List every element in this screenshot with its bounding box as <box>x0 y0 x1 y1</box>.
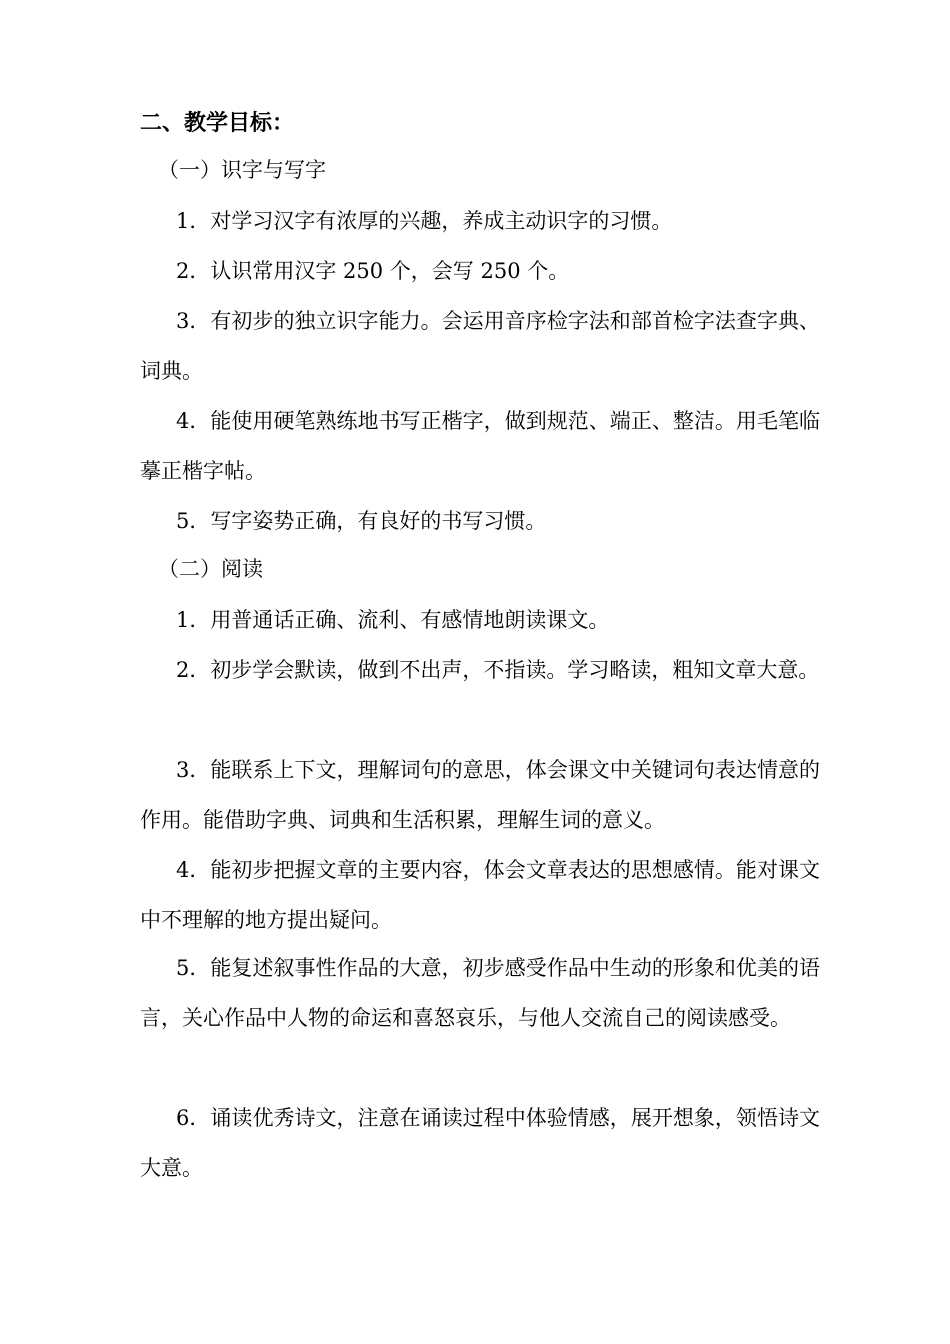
subheading-reading: （二）阅读 <box>158 557 263 581</box>
paragraph-item: 1．用普通话正确、流利、有感情地朗读课文。 <box>176 608 610 632</box>
paragraph-item: 6．诵读优秀诗文，注意在诵读过程中体验情感，展开想象，领悟诗文大意。 <box>140 1106 820 1180</box>
paragraph-item: 2．初步学会默读，做到不出声，不指读。学习略读，粗知文章大意。 <box>176 658 820 682</box>
paragraph-item: 5．写字姿势正确，有良好的书写习惯。 <box>176 509 547 533</box>
paragraph-item: 2．认识常用汉字 250 个，会写 250 个。 <box>176 259 570 283</box>
paragraph-item: 3．能联系上下文，理解词句的意思，体会课文中关键词句表达情意的作用。能借助字典、词典和生活积累，理解生词的意义。 <box>140 758 820 832</box>
subheading-literacy-writing: （一）识字与写字 <box>158 158 326 182</box>
paragraph-item: 1．对学习汉字有浓厚的兴趣，养成主动识字的习惯。 <box>176 209 673 233</box>
paragraph-item: 4．能使用硬笔熟练地书写正楷字，做到规范、端正、整洁。用毛笔临摹正楷字帖。 <box>140 409 820 483</box>
paragraph-item: 3．有初步的独立识字能力。会运用音序检字法和部首检字法查字典、词典。 <box>140 309 820 383</box>
paragraph-item: 5．能复述叙事性作品的大意，初步感受作品中生动的形象和优美的语言，关心作品中人物的命运和喜怒哀乐，与他人交流自己的阅读感受。 <box>140 956 820 1030</box>
section-title: 二、教学目标： <box>140 110 295 136</box>
paragraph-item: 4．能初步把握文章的主要内容，体会文章表达的思想感情。能对课文中不理解的地方提出疑问。 <box>140 858 820 932</box>
